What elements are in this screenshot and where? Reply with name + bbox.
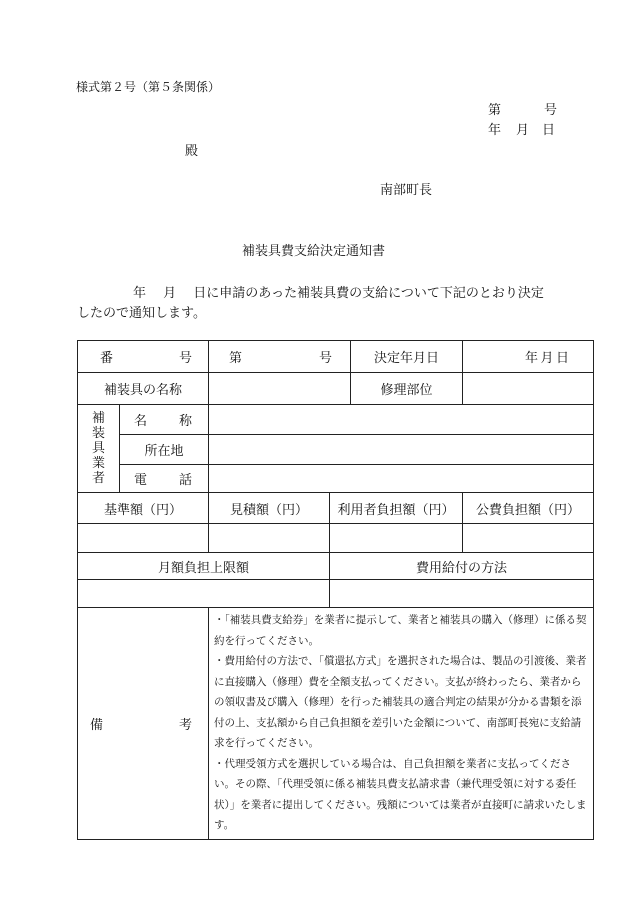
user-burden-value [330,524,463,553]
vendor-char: 者 [91,471,105,486]
public-burden-label: 公費負担額（円） [463,493,594,524]
remarks-item: ・費用給付の方法で、「償還払方式」を選択された場合は、製品の引渡後、業者に直接購入（修理）費を全額支払ってください。支払が終わったら、業者からの領収書及び購入（修理）を行った補装具の適合判定の結果が分かる書類を添付の上、支払額から自己負担額を差引いた金額について、南部町長宛に支給請求を行ってください。 [214,655,587,749]
date-label-nen: 年 [488,123,502,138]
number-label-a: 番 [100,351,114,366]
estimate-amount-value [209,524,330,553]
intro-line-1: 年 月 日に申請のあった補装具費の支給について下記のとおり決定 [133,286,544,301]
standard-amount-label: 基準額（円） [78,493,209,524]
vendor-name-label [120,405,209,435]
repair-part-label: 修理部位 [351,373,463,405]
vendor-char: 具 [91,441,105,456]
form-number: 様式第２号（第５条関係） [76,80,221,94]
number-value-cell [209,341,351,373]
decision-table [77,340,594,840]
number-label-go: 号 [544,103,558,118]
monthly-cap-label: 月額負担上限額 [78,553,330,580]
vendor-phone-label-a: 電 [134,473,148,488]
decision-date-label: 決定年月日 [351,341,463,373]
standard-amount-value [78,524,209,553]
vendor-name-value [209,405,594,435]
issuer-name: 南部町長 [380,183,433,198]
vendor-phone-label [120,465,209,493]
device-name-value [209,373,351,405]
repair-part-value [463,373,594,405]
date-label-hi: 日 [542,123,556,138]
monthly-cap-value [78,580,330,608]
device-name-label: 補装具の名称 [78,373,209,405]
vendor-char: 業 [91,456,105,471]
remarks-label [78,608,209,840]
remarks-content [209,608,594,840]
number-label-b: 号 [178,351,192,366]
vendor-name-label-a: 名 [134,414,148,429]
remarks-item: ・代理受領方式を選択している場合は、自己負担額を業者に支払ってください。その際、「代理受領に係る補装具費支払請求書（兼代理受領に対する委任状）」を業者に提出してください。残額については業者が直接町に請求いたします。 [214,757,587,831]
payment-method-value [330,580,594,608]
remarks-item: ・「補装具費支給券」を業者に提示して、業者と補装具の購入（修理）に係る契約を行ってください。 [214,614,587,647]
estimate-amount-label: 見積額（円） [209,493,330,524]
vendor-phone-label-b: 話 [178,473,192,488]
vendor-phone-value [209,465,594,493]
date-label-tsuki: 月 [516,123,530,138]
vendor-char: 補 [91,411,105,426]
number-label-cell [78,341,209,373]
vendor-address-value [209,435,594,465]
number-value-b: 号 [319,351,333,366]
remarks-label-b: 考 [178,717,192,733]
user-burden-label: 利用者負担額（円） [330,493,463,524]
document-title: 補装具費支給決定通知書 [242,244,386,259]
remarks-label-a: 備 [90,717,104,733]
decision-date-nen: 年 [525,351,539,366]
vendor-address-label: 所在地 [120,435,209,465]
intro-line-2: したので通知します。 [77,306,206,321]
vendor-name-label-b: 称 [178,414,192,429]
payment-method-label: 費用給付の方法 [330,553,594,580]
number-label-dai: 第 [488,103,502,118]
decision-date-hi: 日 [555,351,569,366]
number-value-a: 第 [229,351,243,366]
addressee-suffix: 殿 [185,144,199,159]
vendor-char: 装 [91,426,105,441]
vendor-group-label [78,405,120,493]
decision-date-value [463,341,594,373]
decision-date-tsuki: 月 [540,351,554,366]
public-burden-value [463,524,594,553]
